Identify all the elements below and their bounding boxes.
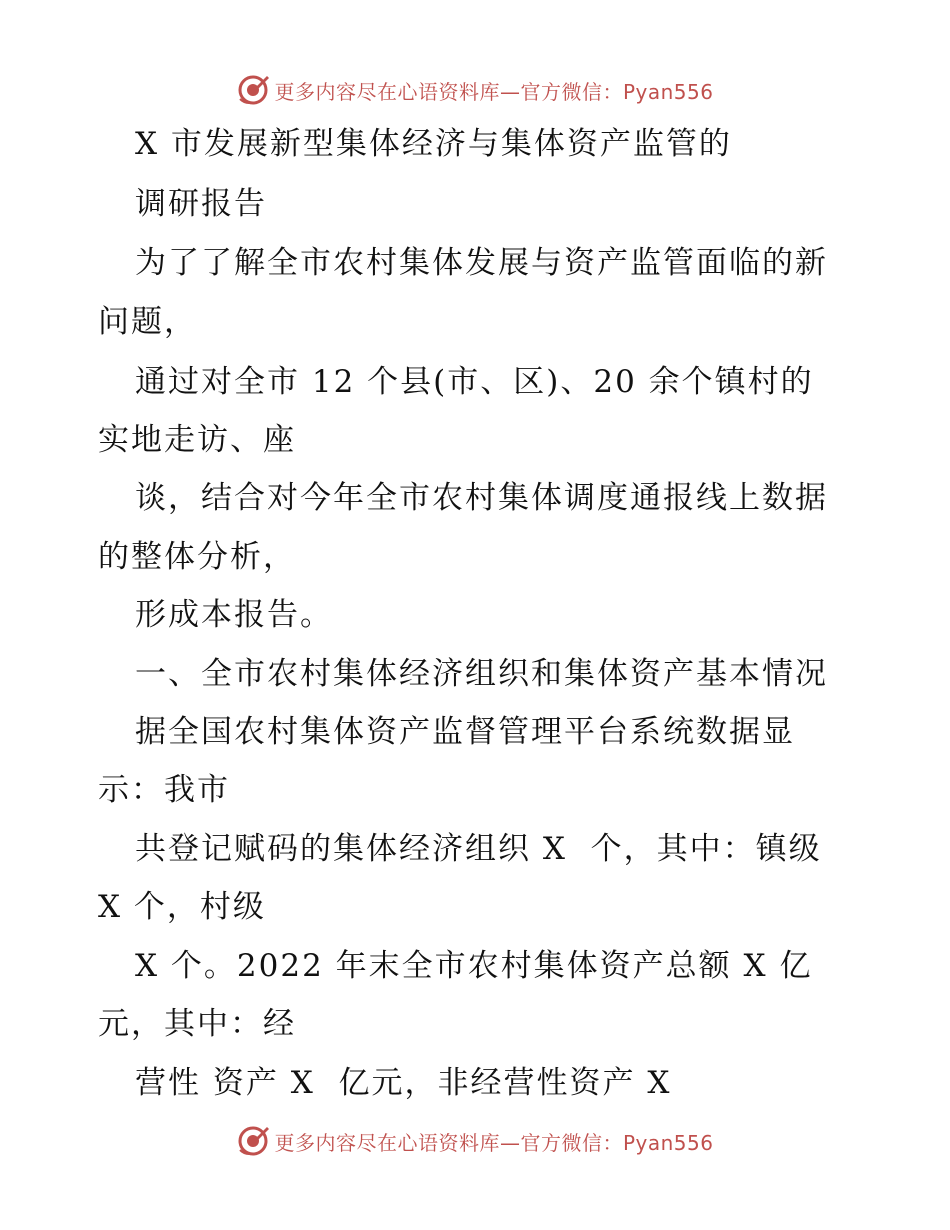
text-line: 为了了解全市农村集体发展与资产监管面临的新 [135,245,828,281]
text-line: X 个。2022 年末全市农村集体资产总额 X 亿 [135,948,813,984]
text-line: 营性 资产 X 亿元，非经营性资产 X [135,1065,672,1101]
document-title-line-1: X 市发展新型集体经济与集体资产监管的 [135,126,732,162]
watermark-text: 更多内容尽在心语资料库—官方微信：Pyan556 [274,79,714,104]
text-line: 问题， [98,304,197,340]
text-line: 实地走访、座 [98,422,296,458]
watermark-banner-bottom [0,1121,950,1161]
text-line: 通过对全市 12 个县(市、区)、20 余个镇村的 [135,364,814,400]
text-line: X 个，村级 [98,889,266,925]
text-line: 据全国农村集体资产监督管理平台系统数据显 [135,714,795,750]
document-title-line-2: 调研报告 [135,186,267,222]
section-heading: 一、全市农村集体经济组织和集体资产基本情况 [135,656,828,692]
text-line: 的整体分析， [98,539,296,575]
seal-pen-icon [236,1124,270,1158]
text-line: 形成本报告。 [135,597,333,633]
text-line: 示：我市 [98,772,230,808]
text-line: 共登记赋码的集体经济组织 X 个，其中：镇级 [135,831,822,867]
seal-pen-icon [236,73,270,107]
watermark-banner-top [0,70,950,110]
text-line: 谈，结合对今年全市农村集体调度通报线上数据 [135,480,828,516]
text-line: 元，其中：经 [98,1006,296,1042]
watermark-text: 更多内容尽在心语资料库—官方微信：Pyan556 [274,1130,714,1155]
